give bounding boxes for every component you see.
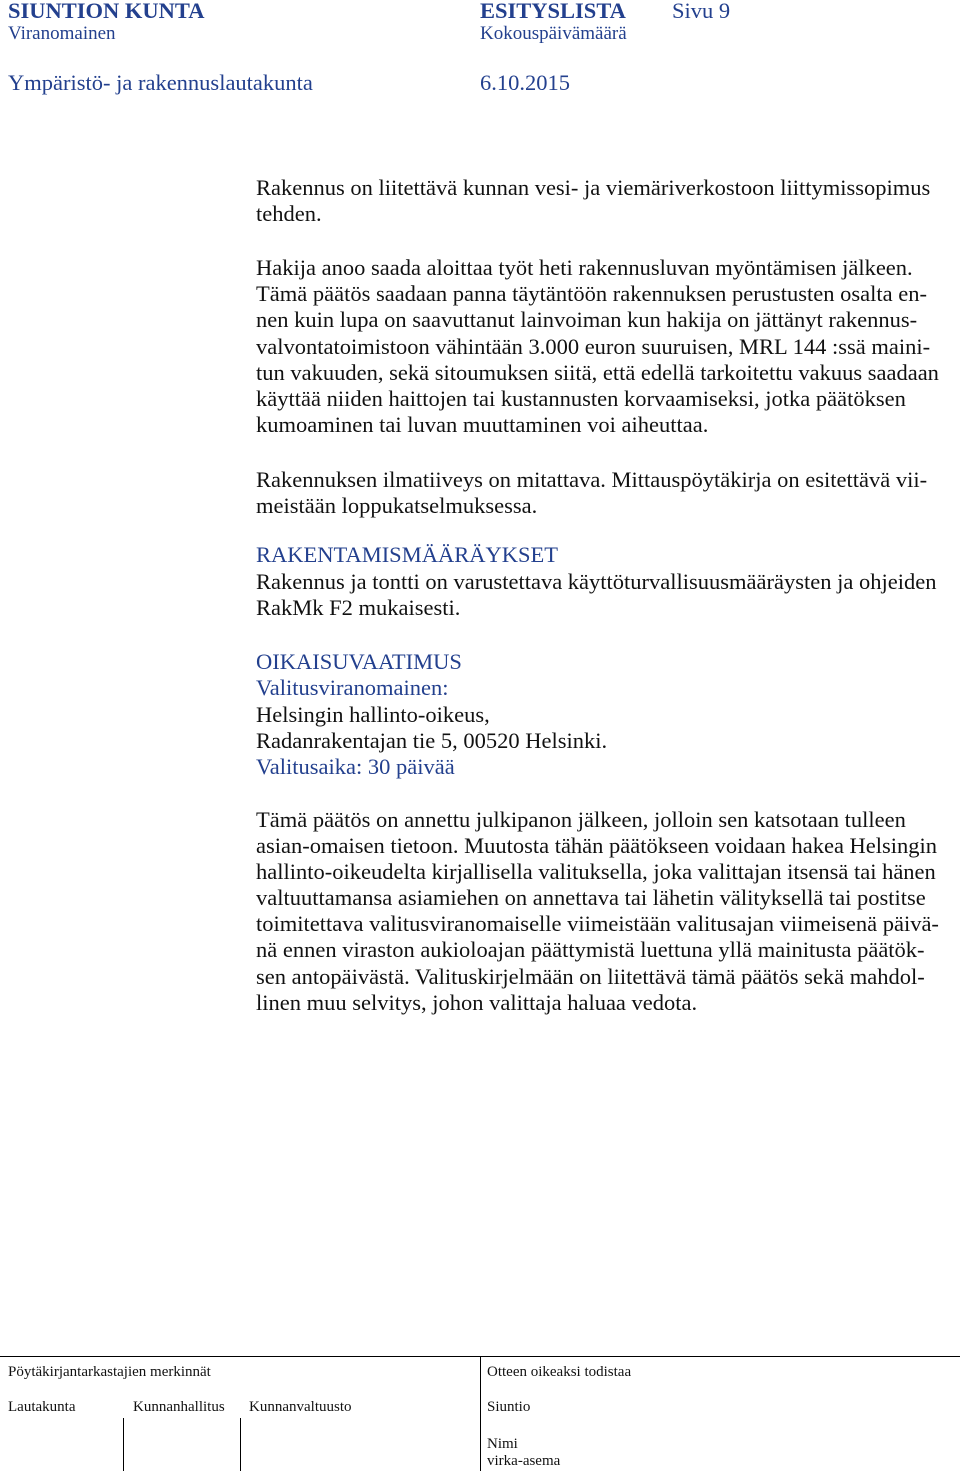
paragraph-appeal-instructions	[256, 807, 939, 1016]
body-line: valvontatoimistoon vähintään 3.000 euron suuruisen, MRL 144 :ssä maini-	[256, 333, 931, 359]
paragraph-airtightness	[256, 467, 927, 519]
section-heading: RAKENTAMISMÄÄRÄYKSET	[256, 542, 558, 567]
body-line: Rakennus on liitettävä kunnan vesi- ja viemäriverkostoon liittymissopimus	[256, 175, 931, 200]
appeal-authority-label: Valitusviranomainen:	[256, 675, 449, 701]
footer-title-label: virka-asema	[487, 1453, 561, 1469]
body-line: meistään loppukatselmuksessa.	[256, 493, 538, 519]
body-line: tun vakuuden, sekä sitoumuksen siitä, että edellä tarkoitettu vakuus saadaan	[256, 359, 939, 385]
footer-col-executive: Kunnanhallitus	[133, 1399, 225, 1415]
body-line: nä ennen viraston aukioloajan päättymistä luettuna yllä mainitusta päätök-	[256, 937, 925, 963]
body-line: käyttää niiden haittojen tai kustannusten korvaamiseksi, jotka päätöksen	[256, 386, 906, 412]
footer-col-board: Lautakunta	[8, 1399, 76, 1415]
body-line: valtuuttamansa asiamiehen on annettava tai lähetin välityksellä tai postitse	[256, 885, 926, 911]
body-line: Rakennus ja tontti on varustettava käyttöturvallisuusmääräysten ja ohjeiden	[256, 568, 937, 594]
org-name: SIUNTION KUNTA	[8, 0, 205, 23]
appeal-period: Valitusaika: 30 päivää	[256, 754, 455, 780]
reviewers-label: Pöytäkirjantarkastajien merkinnät	[8, 1364, 211, 1380]
body-line: sen antopäivästä. Valituskirjelmään on liitettävä tämä päätös sekä mahdol-	[256, 963, 925, 989]
body-line: asian-omaisen tietoon. Muutosta tähän päätökseen voidaan hakea Helsingin	[256, 833, 938, 859]
footer-name-label: Nimi	[487, 1436, 518, 1452]
body-line: tehden.	[256, 201, 322, 227]
appeal-authority-line: Helsingin hallinto-oikeus,	[256, 701, 490, 727]
footer-col-council: Kunnanvaltuusto	[249, 1399, 352, 1415]
paragraph-water-connection	[256, 175, 930, 227]
footer-cell-divider	[123, 1418, 124, 1471]
section-building-regulations	[256, 542, 936, 622]
body-line: linen muu selvitys, johon valittaja haluaa vedota.	[256, 989, 698, 1015]
body-line: nen kuin lupa on saavuttanut lainvoiman kun hakija on jättänyt rakennus-	[256, 307, 918, 333]
body-line: hallinto-oikeudelta kirjallisella valituksella, joka valittajan itsensä tai hänen	[256, 859, 936, 885]
body-line: toimitettava valitusviranomaiselle viimeistään valitusajan viimeisenä päivä-	[256, 911, 939, 937]
footer-center-divider	[480, 1356, 481, 1471]
body-line: kumoaminen tai luvan muuttaminen voi aiheuttaa.	[256, 412, 709, 438]
document-type: ESITYSLISTA	[480, 0, 626, 23]
page-number: Sivu 9	[672, 0, 731, 23]
body-line: RakMk F2 mukaisesti.	[256, 595, 461, 620]
body-line: Tämä päätös saadaan panna täytäntöön rakennuksen perustusten osalta en-	[256, 281, 928, 307]
paragraph-early-start	[256, 255, 939, 438]
footer-cell-divider	[240, 1418, 241, 1471]
section-appeal	[256, 649, 607, 780]
body-line: Rakennuksen ilmatiiveys on mitattava. Mittauspöytäkirja on esitettävä vii-	[256, 467, 928, 492]
certified-label: Otteen oikeaksi todistaa	[487, 1364, 632, 1380]
authority-label: Viranomainen	[8, 23, 116, 44]
meeting-date-label: Kokouspäivämäärä	[480, 23, 627, 44]
body-line: Tämä päätös on annettu julkipanon jälkeen, jolloin sen katsotaan tulleen	[256, 807, 906, 832]
meeting-date: 6.10.2015	[480, 70, 570, 95]
section-heading: OIKAISUVAATIMUS	[256, 649, 462, 674]
body-line: Hakija anoo saada aloittaa työt heti rakennusluvan myöntämisen jälkeen.	[256, 255, 913, 280]
footer-place: Siuntio	[487, 1399, 531, 1415]
appeal-authority-line: Radanrakentajan tie 5, 00520 Helsinki.	[256, 727, 608, 753]
authority-name: Ympäristö- ja rakennuslautakunta	[8, 70, 313, 95]
